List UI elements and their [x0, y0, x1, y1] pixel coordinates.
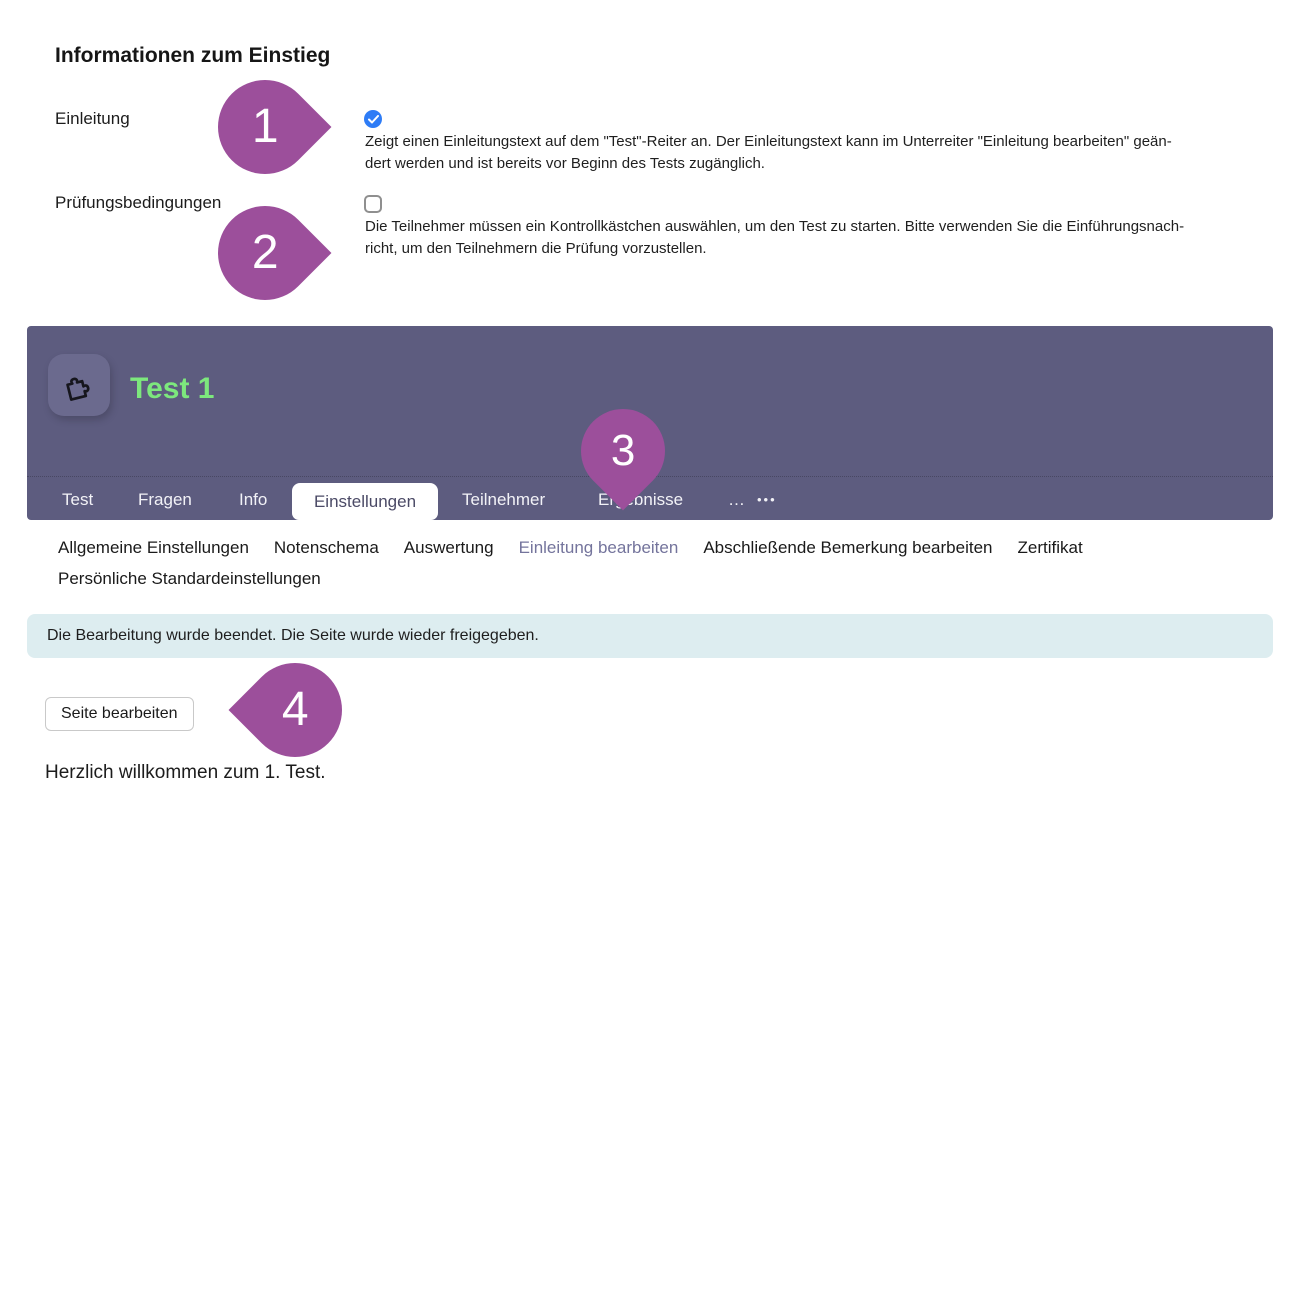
more-dots-icon: ••• — [757, 491, 777, 507]
info-message-text: Die Bearbeitung wurde beendet. Die Seite wurde wieder freigegeben. — [47, 627, 539, 644]
field-label-pruefungsbedingungen: Prüfungsbedingungen — [55, 193, 222, 212]
checkmark-icon — [368, 115, 379, 124]
subtab-persoenliche-standardeinstellungen[interactable]: Persönliche Standardeinstellungen — [58, 569, 321, 588]
marker-number: 1 — [251, 99, 279, 153]
test-object-icon — [48, 354, 110, 416]
annotation-marker-1 — [199, 61, 332, 194]
tab-label: Einstellungen — [313, 491, 417, 511]
tab-more-menu[interactable] — [728, 490, 777, 510]
puzzle-icon — [60, 366, 98, 404]
sub-navigation — [58, 538, 1258, 589]
marker-number: 3 — [610, 425, 636, 475]
seite-bearbeiten-button[interactable]: Seite bearbeiten — [45, 697, 194, 731]
ellipsis-icon: … — [728, 490, 745, 509]
info-message-bar — [27, 614, 1273, 658]
field-description — [365, 216, 1255, 259]
annotation-marker-4 — [229, 644, 362, 777]
marker-number: 2 — [251, 225, 279, 279]
tab-info[interactable]: Info — [239, 490, 268, 509]
pruefungsbedingungen-checkbox-unchecked[interactable] — [364, 195, 382, 213]
field-label-einleitung: Einleitung — [55, 109, 130, 128]
section-heading: Informationen zum Einstieg — [55, 44, 331, 67]
description-line: Die Teilnehmer müssen ein Kontrollkästchen auswählen, um den Test zu starten. Bitte verwenden Sie die Einführungsnach- — [365, 218, 1185, 235]
description-line: richt, um den Teilnehmern die Prüfung vorzustellen. — [365, 239, 707, 257]
einleitung-checkbox-checked[interactable] — [364, 110, 382, 128]
description-line: dert werden und ist bereits vor Beginn des Tests zugänglich. — [365, 154, 765, 172]
field-description — [365, 131, 1255, 174]
subtab-auswertung[interactable]: Auswertung — [403, 538, 494, 557]
subtab-zertifikat[interactable]: Zertifikat — [1017, 538, 1083, 557]
subtab-abschliessende-bemerkung[interactable]: Abschließende Bemerkung bearbeiten — [703, 538, 993, 557]
tab-einstellungen[interactable] — [292, 483, 438, 520]
welcome-text: Herzlich willkommen zum 1. Test. — [45, 762, 326, 783]
object-title: Test 1 — [130, 372, 215, 405]
subtab-notenschema[interactable]: Notenschema — [273, 538, 379, 557]
subtab-einleitung-bearbeiten[interactable]: Einleitung bearbeiten — [518, 538, 679, 557]
subtab-allgemeine-einstellungen[interactable]: Allgemeine Einstellungen — [58, 538, 249, 557]
tab-fragen[interactable]: Fragen — [138, 490, 192, 509]
marker-number: 4 — [281, 682, 309, 736]
description-line: Zeigt einen Einleitungstext auf dem "Test"-Reiter an. Der Einleitungstext kann im Unterreiter "Einleitung bearbeiten" geän- — [365, 133, 1172, 150]
tab-ergebnisse[interactable]: Ergebnisse — [598, 490, 684, 509]
tab-test[interactable]: Test — [62, 490, 94, 509]
tab-teilnehmer[interactable]: Teilnehmer — [462, 490, 546, 509]
